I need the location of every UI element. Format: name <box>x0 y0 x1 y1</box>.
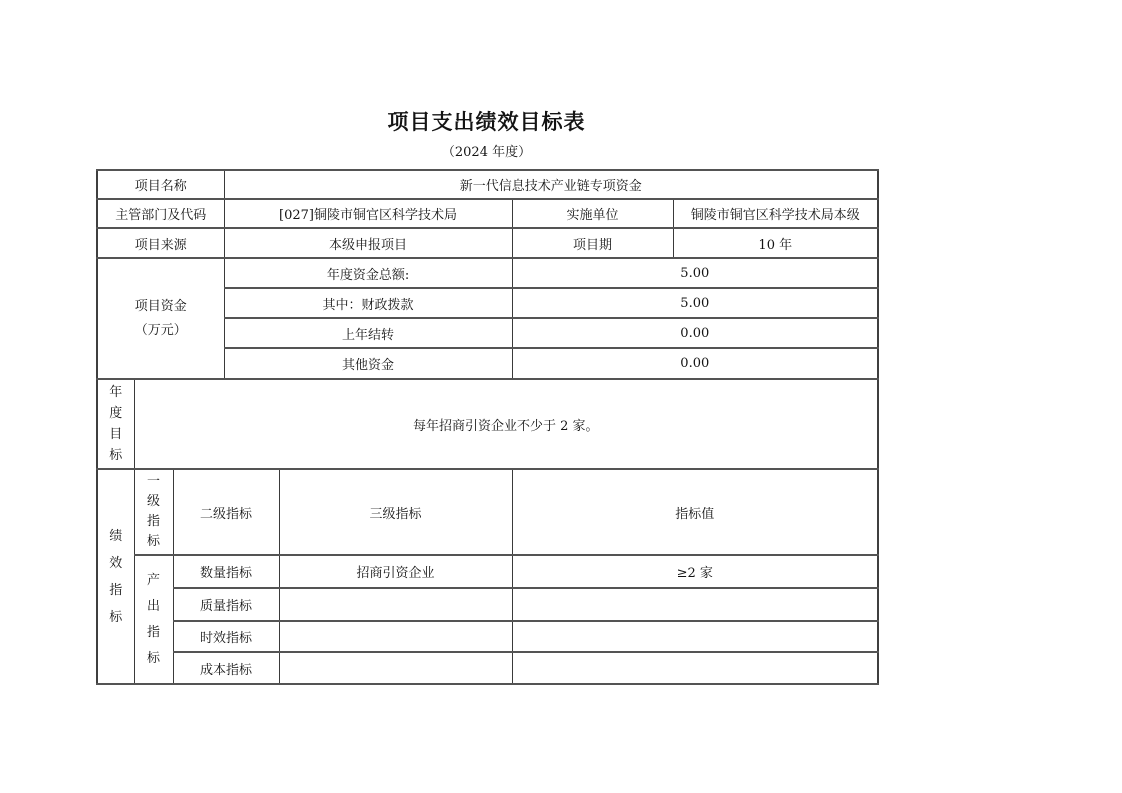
annual-goal-label <box>97 379 134 469</box>
table-row <box>97 199 878 228</box>
level1-indicator-header-text: 一级指标 <box>146 474 160 549</box>
dept-code-value: [027]铜陵市铜官区科学技术局 <box>224 199 512 228</box>
level2-indicator-header: 二级指标 <box>173 469 279 555</box>
performance-section-label <box>97 469 134 684</box>
indicator-level3-cell <box>279 621 512 652</box>
table-row <box>97 379 878 469</box>
indicator-value-cell <box>512 652 878 684</box>
indicator-value-cell <box>512 621 878 652</box>
page-title: 项目支出绩效目标表 <box>387 109 586 134</box>
table-row <box>97 228 878 258</box>
indicator-level3-cell: 招商引资企业 <box>279 555 512 588</box>
table-row <box>97 652 878 684</box>
document-page <box>96 0 877 685</box>
funding-other-label: 其他资金 <box>224 348 512 379</box>
indicator-level3-cell <box>279 652 512 684</box>
project-source-value: 本级申报项目 <box>224 228 512 258</box>
table-row <box>97 170 878 199</box>
impl-unit-label: 实施单位 <box>512 199 673 228</box>
table-row <box>97 588 878 621</box>
funding-fiscal-label: 其中：财政拨款 <box>224 288 512 318</box>
performance-section-label-text: 绩效指标 <box>109 528 123 625</box>
indicator-value-cell: ≥2 家 <box>512 555 878 588</box>
table-row <box>97 621 878 652</box>
table-row <box>97 258 878 288</box>
level1-indicator-header <box>134 469 173 555</box>
performance-target-table <box>96 169 879 685</box>
project-name-value: 新一代信息技术产业链专项资金 <box>224 170 878 199</box>
funding-other-value: 0.00 <box>512 348 878 379</box>
indicator-value-cell <box>512 588 878 621</box>
project-name-label: 项目名称 <box>97 170 224 199</box>
table-row <box>97 469 878 555</box>
project-period-value: 10 年 <box>673 228 878 258</box>
indicator-level2-cell: 成本指标 <box>173 652 279 684</box>
table-row <box>97 555 878 588</box>
page-subtitle: （2024 年度） <box>441 145 532 160</box>
indicator-level2-cell: 时效指标 <box>173 621 279 652</box>
funding-section-label <box>97 258 224 379</box>
level3-indicator-header: 三级指标 <box>279 469 512 555</box>
funding-section-label-line1: 项目资金 <box>134 298 187 314</box>
funding-fiscal-value: 5.00 <box>512 288 878 318</box>
level1-group-label-text: 产出指标 <box>146 572 160 666</box>
annual-goal-label-text: 年度目标 <box>109 385 123 463</box>
funding-total-label: 年度资金总额: <box>224 258 512 288</box>
dept-code-label: 主管部门及代码 <box>97 199 224 228</box>
indicator-level2-cell: 质量指标 <box>173 588 279 621</box>
indicator-value-header: 指标值 <box>512 469 878 555</box>
indicator-level3-cell <box>279 588 512 621</box>
level1-group-label <box>134 555 173 684</box>
funding-section-label-line2: （万元） <box>134 322 187 338</box>
project-source-label: 项目来源 <box>97 228 224 258</box>
funding-carryover-label: 上年结转 <box>224 318 512 348</box>
indicator-level2-cell: 数量指标 <box>173 555 279 588</box>
project-period-label: 项目期 <box>512 228 673 258</box>
funding-carryover-value: 0.00 <box>512 318 878 348</box>
annual-goal-content: 每年招商引资企业不少于 2 家。 <box>134 379 878 469</box>
funding-total-value: 5.00 <box>512 258 878 288</box>
impl-unit-value: 铜陵市铜官区科学技术局本级 <box>673 199 878 228</box>
